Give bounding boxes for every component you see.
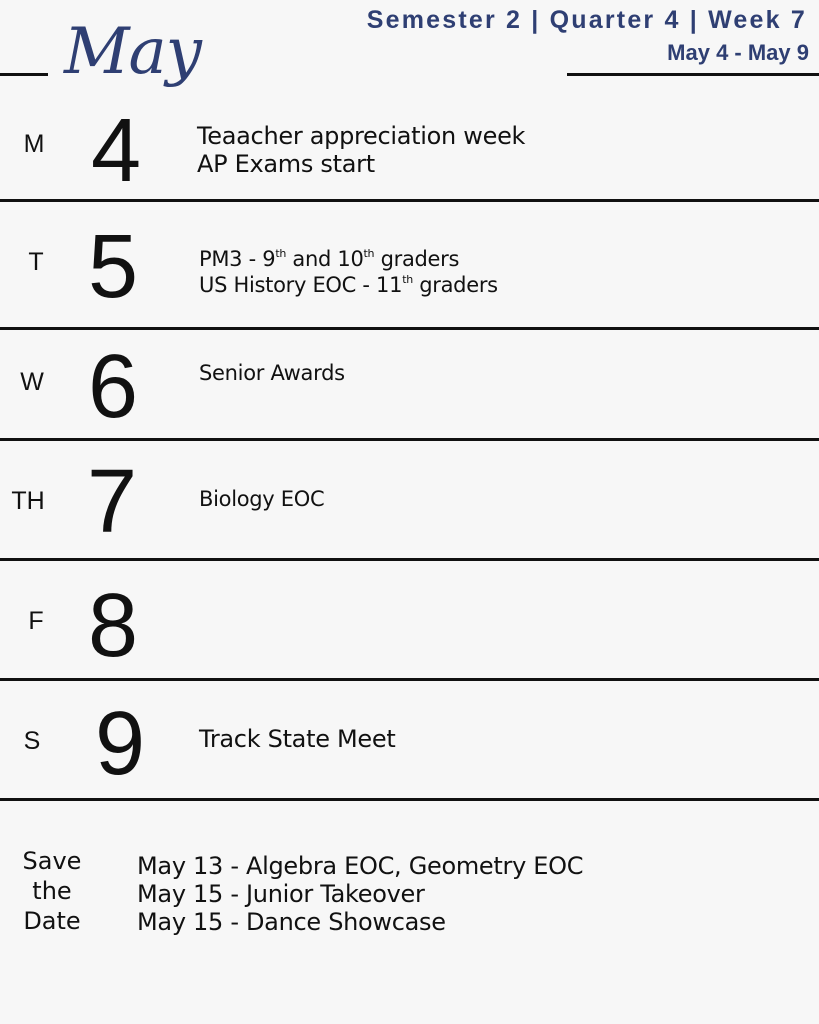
- day-number: 9: [94, 694, 146, 794]
- event-list: [199, 246, 498, 298]
- day-number: 7: [86, 452, 138, 552]
- save-label-line: the: [32, 877, 72, 905]
- semester-line: Semester 2 | Quarter 4 | Week 7: [366, 6, 807, 34]
- event-list: [197, 122, 525, 178]
- event-item: AP Exams start: [197, 150, 375, 178]
- save-item: May 13 - Algebra EOC, Geometry EOC: [137, 852, 584, 880]
- day-row-tuesday: [0, 202, 819, 330]
- save-item: May 15 - Junior Takeover: [137, 880, 425, 908]
- day-number: 6: [87, 337, 139, 437]
- save-the-date-list: [137, 852, 583, 936]
- date-range: May 4 - May 9: [667, 40, 809, 65]
- save-label-line: Save: [22, 847, 82, 875]
- header: [0, 0, 819, 100]
- day-of-week: S: [23, 727, 41, 755]
- event-list: [199, 486, 324, 512]
- event-item: Track State Meet: [199, 725, 396, 753]
- save-the-date-label: [10, 846, 94, 936]
- event-item: Teaacher appreciation week: [197, 122, 526, 150]
- day-number: 4: [90, 101, 142, 201]
- day-number: 8: [87, 576, 139, 676]
- save-item: May 15 - Dance Showcase: [137, 908, 446, 936]
- event-item: PM3 - 9th and 10th graders: [199, 247, 460, 271]
- day-row-wednesday: [0, 330, 819, 441]
- day-row-saturday: [0, 681, 819, 801]
- day-of-week: T: [28, 248, 44, 276]
- day-of-week: M: [23, 130, 45, 158]
- day-row-friday: [0, 561, 819, 681]
- day-of-week: F: [28, 607, 44, 635]
- event-item: Biology EOC: [199, 487, 325, 511]
- day-of-week: TH: [11, 487, 45, 515]
- day-of-week: W: [20, 368, 44, 396]
- day-number: 5: [87, 217, 139, 317]
- header-divider-right: [567, 73, 819, 76]
- month-title: May: [64, 15, 201, 89]
- header-divider-left: [0, 73, 48, 76]
- day-row-thursday: [0, 441, 819, 561]
- event-item: Senior Awards: [199, 361, 345, 385]
- event-list: [199, 725, 395, 753]
- save-label-line: Date: [23, 907, 81, 935]
- event-item: US History EOC - 11th graders: [199, 273, 498, 297]
- day-row-monday: [0, 100, 819, 202]
- event-list: [199, 360, 345, 386]
